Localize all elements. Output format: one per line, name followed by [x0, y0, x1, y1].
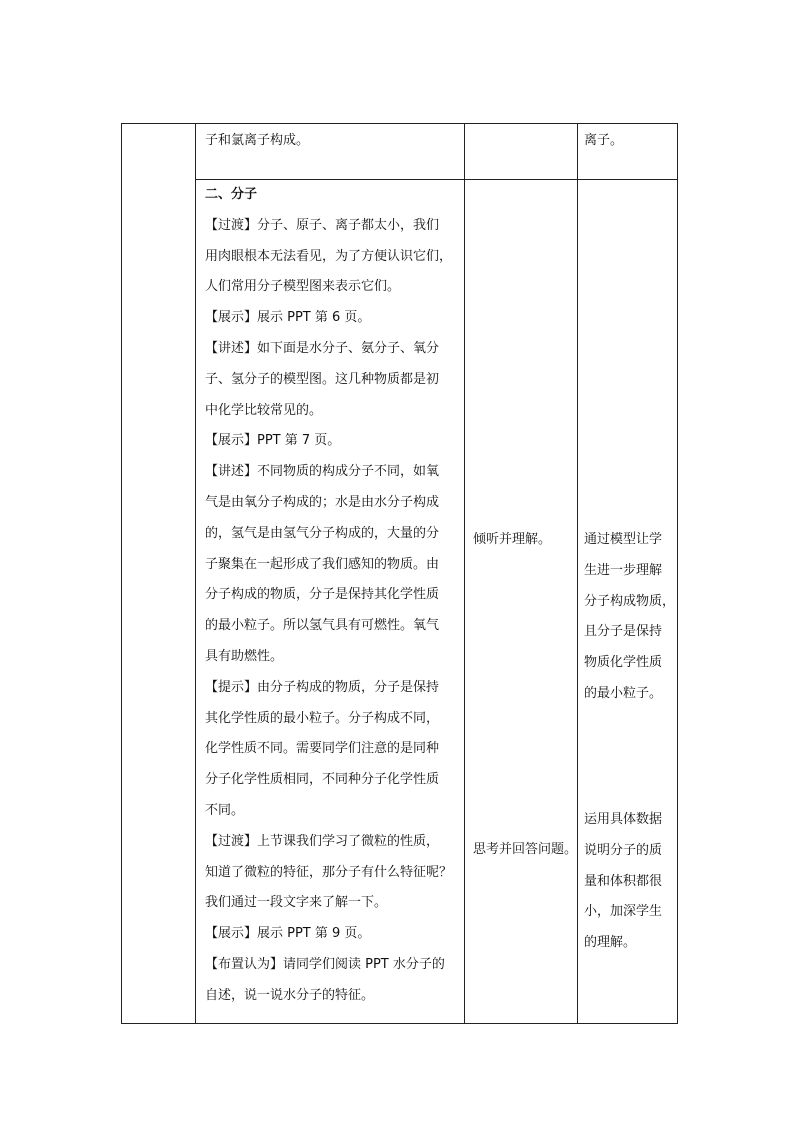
text-line: 运用具体数据 [584, 812, 663, 827]
text-line: 【讲述】如下面是水分子、氨分子、氧分 [205, 340, 440, 356]
text-line: 我们通过一段文字来了解一下。 [205, 895, 388, 911]
text-line: 小，加深学生 [584, 904, 663, 920]
column-divider [577, 124, 578, 1023]
text-line: 分子构成的物质，分子是保持其化学性质 [205, 587, 440, 603]
text-line: 生进一步理解 [584, 562, 663, 578]
text-line: 说明分子的质 [584, 842, 663, 858]
text-line: 【布置认为】请同学们阅读 PPT 水分子的 [205, 956, 445, 972]
text-line: 倾听并理解。 [473, 532, 552, 547]
text-line: 用肉眼根本无法看见，为了方便认识它们， [205, 248, 453, 264]
text-line: 知道了微粒的特征，那分子有什么特征呢？ [205, 864, 453, 880]
text-line: 通过模型让学 [584, 532, 663, 547]
text-line: 【展示】展示 PPT 第 9 页。 [205, 926, 371, 942]
row1-design-intent [584, 126, 678, 157]
lesson-table [121, 123, 678, 1024]
text-line: 【过渡】分子、原子、离子都太小，我们 [205, 217, 440, 233]
text-line: 的，氢气是由氢气分子构成的，大量的分 [205, 525, 440, 541]
section-heading: 二、分子 [205, 187, 258, 202]
text-line: 中化学比较常见的。 [205, 402, 323, 418]
text-line: 气是由氧分子构成的；水是由水分子构成 [205, 494, 440, 510]
row2-student-activity-1 [473, 525, 581, 556]
row2-teacher-activity [205, 180, 460, 1012]
row2-design-intent-1 [584, 525, 678, 710]
row1-teacher-activity [205, 126, 460, 157]
text-line: 思考并回答问题。 [473, 842, 578, 857]
text-line: 化学性质不同。需要同学们注意的是同种 [205, 741, 440, 757]
text-line: 自述，说一说水分子的特征。 [205, 987, 375, 1003]
text-line: 不同。 [205, 802, 245, 818]
column-divider [464, 124, 465, 1023]
text-line: 其化学性质的最小粒子。分子构成不同， [205, 710, 440, 726]
row2-student-activity-2 [473, 835, 581, 866]
text-line: 量和体积都很 [584, 873, 663, 889]
text-line: 具有助燃性。 [205, 648, 284, 664]
text-line: 分子构成物质， [584, 593, 676, 609]
text-line: 离子。 [584, 133, 624, 148]
text-line: 【展示】PPT 第 7 页。 [205, 433, 341, 449]
text-line: 【提示】由分子构成的物质，分子是保持 [205, 679, 440, 695]
text-line: 子聚集在一起形成了我们感知的物质。由 [205, 556, 440, 572]
text-line: 人们常用分子模型图来表示它们。 [205, 279, 401, 295]
text-line: 子和氯离子构成。 [205, 133, 310, 148]
column-divider [195, 124, 196, 1023]
text-line: 的理解。 [584, 935, 637, 951]
row2-design-intent-2 [584, 805, 678, 959]
text-line: 【过渡】上节课我们学习了微粒的性质， [205, 833, 440, 849]
text-line: 的最小粒子。 [584, 685, 663, 701]
text-line: 分子化学性质相同，不同种分子化学性质 [205, 772, 440, 788]
text-line: 的最小粒子。所以氢气具有可燃性。氧气 [205, 618, 440, 634]
text-line: 物质化学性质 [584, 655, 663, 671]
text-line: 【讲述】不同物质的构成分子不同，如氧 [205, 464, 440, 480]
text-line: 【展示】展示 PPT 第 6 页。 [205, 310, 371, 326]
text-line: 且分子是保持 [584, 624, 663, 640]
text-line: 子、氢分子的模型图。这几种物质都是初 [205, 371, 440, 387]
